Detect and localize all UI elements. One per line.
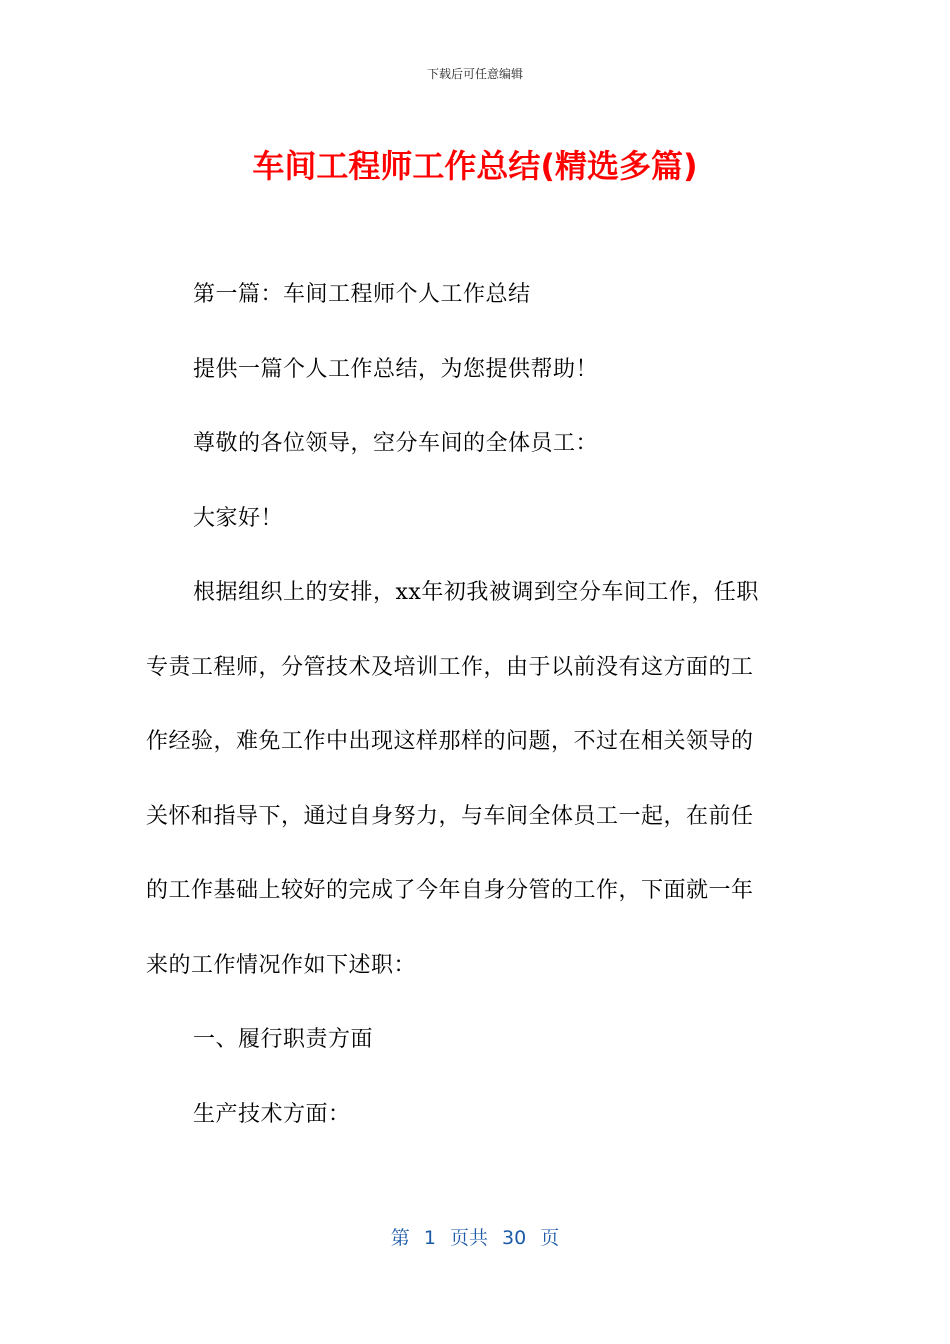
paragraph-line: 根据组织上的安排，xx年初我被调到空分车间工作，任职 [193, 580, 759, 605]
paragraph-line: 作经验，难免工作中出现这样那样的问题，不过在相关领导的 [146, 729, 754, 754]
greeting-line: 大家好！ [193, 505, 284, 531]
paragraph-line: 的工作基础上较好的完成了今年自身分管的工作，下面就一年 [146, 878, 754, 903]
paragraph-line: 专责工程师，分管技术及培训工作，由于以前没有这方面的工 [146, 654, 754, 680]
subsection-heading: 生产技术方面： [193, 1101, 351, 1127]
salutation-line: 尊敬的各位领导，空分车间的全体员工： [193, 431, 599, 456]
section-heading: 一、履行职责方面 [193, 1027, 374, 1052]
paragraph-line: 关怀和指导下，通过自身努力，与车间全体员工一起，在前任 [146, 803, 754, 829]
paragraph-line: 来的工作情况作如下述职： [146, 952, 417, 978]
section-heading: 第一篇：车间工程师个人工作总结 [193, 282, 531, 307]
document-body [146, 258, 806, 1152]
paragraph-line: 提供一篇个人工作总结，为您提供帮助！ [193, 356, 599, 382]
page-number-footer: 第 1 页共 30 页 [390, 1227, 560, 1249]
page-header-note: 下载后可任意编辑 [426, 67, 523, 81]
document-title: 车间工程师工作总结(精选多篇) [252, 147, 698, 185]
